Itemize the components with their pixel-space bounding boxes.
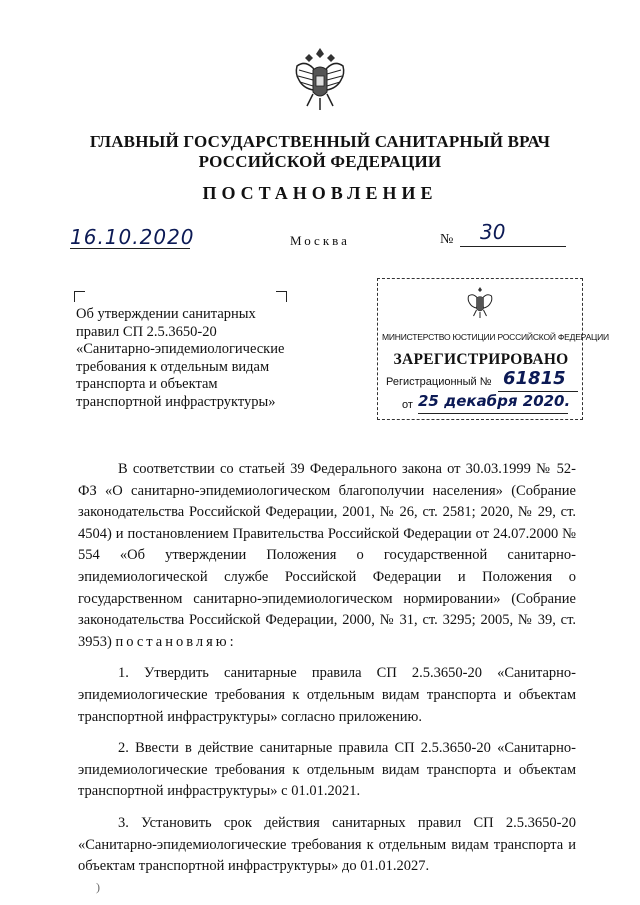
document-body (78, 459, 576, 878)
document-subject (76, 306, 306, 411)
subject-line: Об утверждении санитарных (76, 306, 256, 322)
preamble (78, 459, 576, 653)
coat-of-arms-icon (291, 44, 349, 112)
clause-2: 2. Ввести в действие санитарные правила СП 2.5.3650-20 «Санитарно-эпидемиологические требования к отдельным видам транспорта и объектам транспортной инфраструктуры» с 01.01.2021. (78, 740, 576, 800)
stamp-reg-number: 61815 (503, 368, 566, 389)
handwritten-date: 16.10.2020 (70, 225, 195, 249)
stamp-from-underline (418, 413, 568, 414)
clause-1: 1. Утвердить санитарные правила СП 2.5.3650-20 «Санитарно-эпидемиологические требования к отдельным видам транспорта и объектам транспортной инфраструктуры» согласно приложению. (78, 665, 576, 725)
registration-stamp (377, 278, 609, 420)
coat-of-arms-icon (465, 285, 495, 319)
bracket-corner-left (74, 291, 85, 302)
stamp-from-date: 25 декабря 2020. (418, 392, 571, 410)
stamp-from-label: от (402, 399, 413, 411)
subject-line: «Санитарно-эпидемиологические (76, 341, 285, 357)
subject-line: транспорта и объектам (76, 376, 218, 392)
stamp-reg-label: Регистрационный № (386, 376, 492, 388)
stamp-ministry: МИНИСТЕРСТВО ЮСТИЦИИ РОССИЙСКОЙ ФЕДЕРАЦИИ (382, 332, 609, 342)
number-underline (460, 226, 566, 247)
city: Москва (290, 233, 350, 248)
handwritten-number: 30 (480, 220, 506, 244)
number-label: № (440, 232, 454, 247)
issuer-line2: РОССИЙСКОЙ ФЕДЕРАЦИИ (198, 152, 442, 171)
bracket-corner-right (276, 291, 287, 302)
subject-line: правил СП 2.5.3650-20 (76, 323, 217, 340)
subject-line: требования к отдельным видам (76, 358, 270, 375)
issuer-title (60, 132, 580, 172)
margin-mark: ) (96, 880, 100, 894)
subject-line: транспортной инфраструктуры» (76, 393, 276, 410)
issuer-line1: ГЛАВНЫЙ ГОСУДАРСТВЕННЫЙ САНИТАРНЫЙ ВРАЧ (89, 132, 551, 151)
stamp-registered: ЗАРЕГИСТРИРОВАНО (393, 351, 569, 368)
clause-3: 3. Установить срок действия санитарных правил СП 2.5.3650-20 «Санитарно-эпидемиологические требования к отдельным видам транспорта и объектам транспортной инфраструктуры» до 01.01.2027. (78, 814, 576, 875)
document-type: ПОСТАНОВЛЕНИЕ (202, 183, 438, 203)
preamble-text: В соответствии со статьей 39 Федерального закона от 30.03.1999 № 52-ФЗ «О санитарно-эпидемиологическом благополучии населения» (Собрание законодательства Российской Федерации, 2001, № 26, ст. 2581; 2020, № 29, ст. 4504) и постановлением Правительства Российской Федерации от 24.07.2000 № 554 «Об утверждении Положения о государственной санитарно-эпидемиологической службе Российской Федерации и Положения о государственном санитарно-эпидемиологическом нормировании» (Собрание законодательства Российской Федерации, 2000, № 31, ст. 3295; 2005, № 39, ст. 3953) (78, 461, 576, 650)
preamble-action: постановляю: (115, 633, 237, 650)
